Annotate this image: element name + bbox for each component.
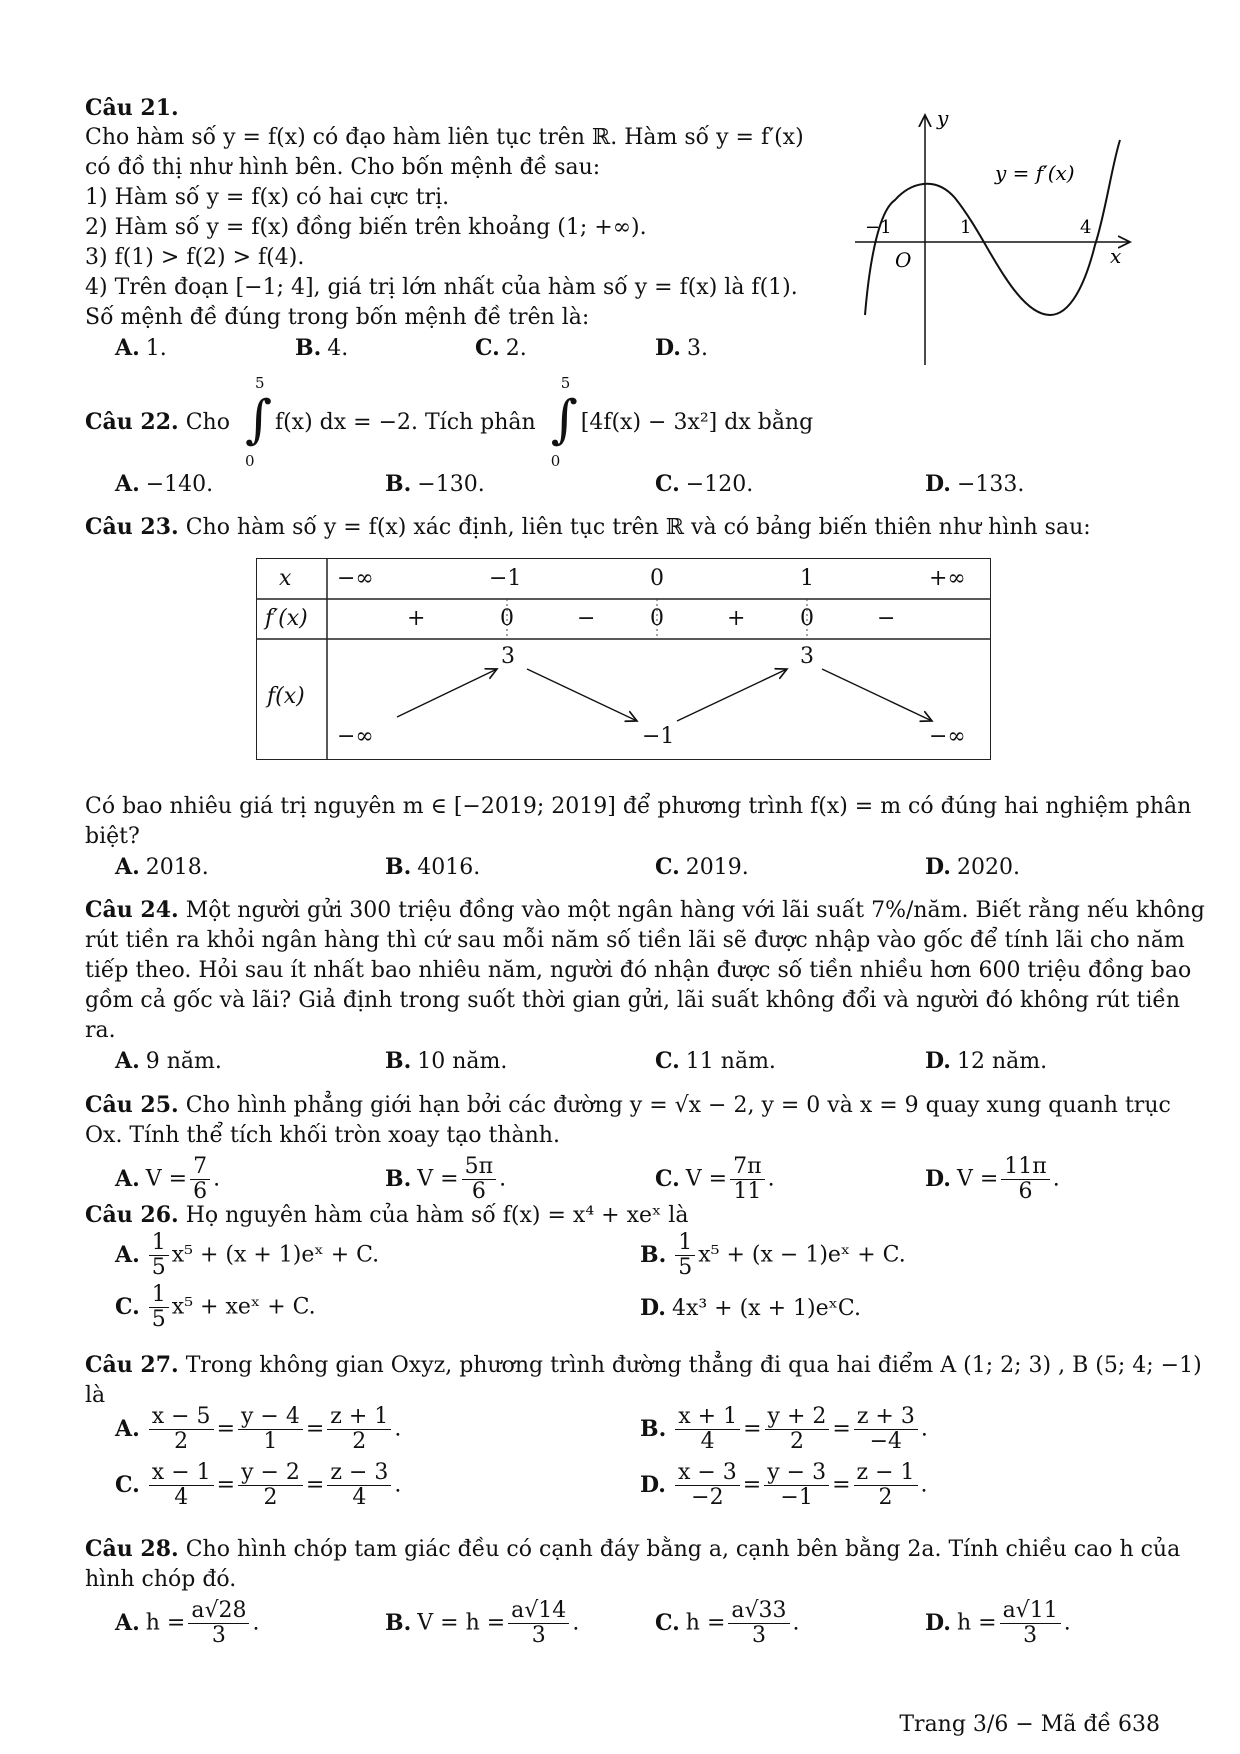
y-axis-label: y xyxy=(937,106,949,130)
integral-2-upper: 5 xyxy=(560,374,571,392)
option-a[interactable]: A. h = $\frac{a√28}{3}$ . xyxy=(115,1598,260,1648)
option-c[interactable]: C. $\frac{1}{5}$ x⁵ + xeˣ + C. xyxy=(115,1282,316,1332)
question-21-options xyxy=(85,333,845,367)
arrow-up-1 xyxy=(397,669,497,717)
question-23 xyxy=(85,512,1165,543)
x-value-5: +∞ xyxy=(929,566,966,591)
sign-7: − xyxy=(877,606,896,631)
fraction: $\frac{7\pi}{11}$ xyxy=(730,1155,764,1204)
question-24-title: Câu 24. xyxy=(85,897,179,923)
question-21-line-4: 2) Hàm số y = f(x) đồng biến trên khoảng (1; +∞). xyxy=(85,215,647,240)
fraction: $\frac{a√11}{3}$ xyxy=(1000,1599,1061,1648)
question-25-line-2: Ox. Tính thể tích khối tròn xoay tạo thành. xyxy=(85,1123,560,1148)
option-d[interactable]: D. −133. xyxy=(925,471,1025,497)
question-26-title: Câu 26. xyxy=(85,1202,179,1228)
question-25-title: Câu 25. xyxy=(85,1092,179,1118)
f-value-3: −1 xyxy=(642,724,675,749)
question-24-line-3: tiếp theo. Hỏi sau ít nhất bao nhiêu năm, người đó nhận được số tiền nhiều hơn 600 triệu đồng bao xyxy=(85,958,1192,983)
fraction: $\frac{5\pi}{6}$ xyxy=(462,1155,496,1204)
question-27-options-row-2 xyxy=(85,1461,1165,1517)
question-27 xyxy=(85,1350,1202,1517)
x-axis-label: x xyxy=(1110,244,1122,268)
integral-1-upper: 5 xyxy=(254,374,265,392)
x-value-2: −1 xyxy=(489,566,522,591)
row-f-label: f(x) xyxy=(267,684,305,709)
question-28-options xyxy=(85,1595,1165,1655)
curve-label: y = f′(x) xyxy=(995,161,1075,185)
question-22-title: Câu 22. xyxy=(85,409,179,435)
x-value-1: −∞ xyxy=(337,566,374,591)
option-d[interactable]: D. h = $\frac{a√11}{3}$ . xyxy=(925,1598,1071,1648)
origin-label: O xyxy=(895,248,912,272)
question-21-line-1: Cho hàm số y = f(x) có đạo hàm liên tục trên ℝ. Hàm số y = f′(x) xyxy=(85,125,804,150)
option-b[interactable]: B. $\frac{1}{5}$ x⁵ + (x − 1)eˣ + C. xyxy=(640,1230,906,1280)
sign-1: + xyxy=(407,606,426,631)
arrow-up-2 xyxy=(677,669,787,721)
integral-2 xyxy=(547,374,578,470)
question-23-question-line-1: Có bao nhiêu giá trị nguyên m ∈ [−2019; 2019] để phương trình f(x) = m có đúng hai nghiệm phân xyxy=(85,794,1192,819)
question-27-options-row-1 xyxy=(85,1405,1165,1461)
question-26 xyxy=(85,1200,1165,1335)
tick-4-label: 4 xyxy=(1080,217,1092,238)
question-24 xyxy=(85,895,1205,1080)
question-23-options xyxy=(85,852,1165,886)
option-b[interactable]: B. $\frac{x + 1}{4}$ = $\frac{y + 2}{2}$ = $\frac{z + 3}{-4}$ . xyxy=(640,1404,928,1454)
question-28-line-2: hình chóp đó. xyxy=(85,1567,237,1592)
option-b[interactable]: B. 4016. xyxy=(385,854,481,880)
x-value-4: 1 xyxy=(800,566,814,591)
option-a[interactable]: A. 9 năm. xyxy=(115,1048,222,1074)
question-21-line-3: 1) Hàm số y = f(x) có hai cực trị. xyxy=(85,185,450,210)
variation-table xyxy=(256,558,991,760)
question-24-line-5: ra. xyxy=(85,1018,116,1043)
sign-5: + xyxy=(727,606,746,631)
option-a[interactable]: A. −140. xyxy=(115,471,214,497)
question-27-line-2: là xyxy=(85,1383,106,1408)
question-23-title: Câu 23. xyxy=(85,514,179,540)
row-fprime-label: f′(x) xyxy=(265,606,308,631)
question-23-question-line-2: biệt? xyxy=(85,824,140,849)
arrow-down-2 xyxy=(822,669,932,721)
option-c[interactable]: C. 11 năm. xyxy=(655,1048,776,1074)
fraction: $\frac{1}{5}$ xyxy=(149,1283,169,1332)
option-d[interactable]: D. V = $\frac{11\pi}{6}$ . xyxy=(925,1154,1060,1204)
fraction: $\frac{a√28}{3}$ xyxy=(188,1599,249,1648)
question-28-line-1: Cho hình chóp tam giác đều có cạnh đáy bằng a, cạnh bên bằng 2a. Tính chiều cao h của xyxy=(185,1537,1181,1562)
question-27-title: Câu 27. xyxy=(85,1352,179,1378)
option-c[interactable]: C. h = $\frac{a√33}{3}$ . xyxy=(655,1598,800,1648)
question-25 xyxy=(85,1090,1171,1209)
arrow-down-1 xyxy=(527,669,637,721)
integral-1-lower: 0 xyxy=(244,452,255,470)
option-c[interactable]: C. 2. xyxy=(475,335,527,361)
question-21-line-6: 4) Trên đoạn [−1; 4], giá trị lớn nhất của hàm số y = f(x) là f(1). xyxy=(85,275,798,300)
option-b[interactable]: B. V = h = $\frac{a√14}{3}$ . xyxy=(385,1598,580,1648)
option-a[interactable]: A. 2018. xyxy=(115,854,209,880)
question-21-line-7: Số mệnh đề đúng trong bốn mệnh đề trên là: xyxy=(85,305,590,330)
question-21-line-2: có đồ thị như hình bên. Cho bốn mệnh đề sau: xyxy=(85,155,601,180)
question-24-line-2: rút tiền ra khỏi ngân hàng thì cứ sau mỗi năm số tiền lãi sẽ được nhập vào gốc để tính lãi cho năm xyxy=(85,928,1185,953)
question-25-line-1: Cho hình phẳng giới hạn bởi các đường y = √x − 2, y = 0 và x = 9 quay xung quanh trục xyxy=(185,1093,1171,1118)
fraction: $\frac{a√14}{3}$ xyxy=(508,1599,569,1648)
fraction: $\frac{11\pi}{6}$ xyxy=(1001,1155,1049,1204)
question-21 xyxy=(85,93,845,367)
fraction: $\frac{7}{6}$ xyxy=(190,1155,210,1204)
f-value-4: 3 xyxy=(800,644,814,669)
question-24-line-4: gồm cả gốc và lãi? Giả định trong suốt thời gian gửi, lãi suất không đổi và người đó không rút tiền xyxy=(85,988,1181,1013)
option-c[interactable]: C. −120. xyxy=(655,471,754,497)
question-22-options xyxy=(85,469,1165,503)
sign-3: − xyxy=(577,606,596,631)
question-26-text: Họ nguyên hàm của hàm số f(x) = x⁴ + xeˣ là xyxy=(185,1203,689,1228)
integral-2-body: [4f(x) − 3x²] dx bằng xyxy=(580,410,814,435)
option-d[interactable]: D. 3. xyxy=(655,335,708,361)
question-21-line-5: 3) f(1) > f(2) > f(4). xyxy=(85,245,305,270)
question-27-line-1: Trong không gian Oxyz, phương trình đường thẳng đi qua hai điểm A (1; 2; 3) , B (5; 4; −1) xyxy=(185,1353,1202,1378)
question-22-intro: Cho xyxy=(185,410,230,435)
question-24-options xyxy=(85,1046,1165,1080)
option-d[interactable]: D. 2020. xyxy=(925,854,1020,880)
f-value-2: 3 xyxy=(501,644,515,669)
option-c[interactable]: C. 2019. xyxy=(655,854,749,880)
page-footer: Trang 3/6 − Mã đề 638 xyxy=(899,1712,1160,1737)
row-x-label: x xyxy=(279,566,292,591)
question-22 xyxy=(85,375,1165,503)
option-a[interactable]: A. $\frac{x - 5}{2}$ = $\frac{y - 4}{1}$ = $\frac{z + 1}{2}$ . xyxy=(115,1404,402,1454)
question-26-options-row-1 xyxy=(85,1231,1165,1283)
option-a[interactable]: A. $\frac{1}{5}$ x⁵ + (x + 1)eˣ + C. xyxy=(115,1230,380,1280)
integral-2-symbol: ∫ xyxy=(550,390,578,450)
option-d[interactable]: D. $\frac{x - 3}{-2}$ = $\frac{y - 3}{-1}$ = $\frac{z - 1}{2}$ . xyxy=(640,1460,928,1510)
sign-2: 0 xyxy=(500,606,514,631)
derivative-graph xyxy=(850,105,1150,375)
integral-1-symbol: ∫ xyxy=(244,390,273,450)
option-b[interactable]: B. V = $\frac{5\pi}{6}$ . xyxy=(385,1154,507,1204)
integral-1-body: f(x) dx = −2. Tích phân xyxy=(274,410,536,435)
question-21-title: Câu 21. xyxy=(85,95,179,121)
question-23-body xyxy=(85,792,1192,886)
f-value-5: −∞ xyxy=(929,724,966,749)
fraction: $\frac{a√33}{3}$ xyxy=(728,1599,789,1648)
question-28-title: Câu 28. xyxy=(85,1536,179,1562)
fraction: $\frac{1}{5}$ xyxy=(149,1231,169,1280)
question-26-options-row-2 xyxy=(85,1283,1165,1335)
option-c[interactable]: C. $\frac{x - 1}{4}$ = $\frac{y - 2}{2}$ = $\frac{z - 3}{4}$ . xyxy=(115,1460,402,1510)
option-c[interactable]: C. V = $\frac{7\pi}{11}$ . xyxy=(655,1154,775,1204)
question-22-stem xyxy=(85,375,1165,469)
integral-1 xyxy=(241,374,273,470)
sign-6: 0 xyxy=(800,606,814,631)
option-a[interactable]: A. 1. xyxy=(115,335,167,361)
option-b[interactable]: B. −130. xyxy=(385,471,485,497)
tick-neg1-label: −1 xyxy=(865,217,892,238)
integral-2-lower: 0 xyxy=(550,452,561,470)
question-28 xyxy=(85,1534,1181,1655)
option-a[interactable]: A. V = $\frac{7}{6}$ . xyxy=(115,1154,221,1204)
option-b[interactable]: B. 10 năm. xyxy=(385,1048,508,1074)
question-23-text: Cho hàm số y = f(x) xác định, liên tục trên ℝ và có bảng biến thiên như hình sau: xyxy=(185,515,1091,540)
sign-4: 0 xyxy=(650,606,664,631)
option-d[interactable]: D. 4x³ + (x + 1)eˣC. xyxy=(640,1295,861,1321)
fraction: $\frac{1}{5}$ xyxy=(675,1231,695,1280)
question-24-line-1: Một người gửi 300 triệu đồng vào một ngân hàng với lãi suất 7%/năm. Biết rằng nếu không xyxy=(185,898,1205,923)
x-value-3: 0 xyxy=(650,566,664,591)
f-value-1: −∞ xyxy=(337,724,374,749)
option-d[interactable]: D. 12 năm. xyxy=(925,1048,1048,1074)
option-b[interactable]: B. 4. xyxy=(295,335,349,361)
tick-1-label: 1 xyxy=(960,217,972,238)
